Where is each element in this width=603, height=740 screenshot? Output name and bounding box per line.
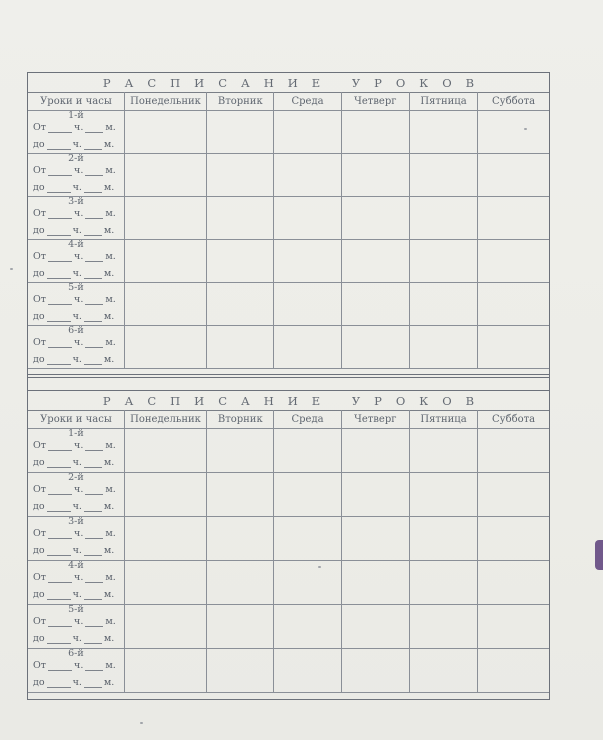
lesson-time-cell: [28, 517, 124, 561]
hours-blank[interactable]: [48, 529, 72, 539]
hours-blank[interactable]: [48, 661, 72, 671]
subject-cell[interactable]: [124, 197, 206, 240]
subject-cell[interactable]: [341, 649, 409, 693]
minutes-abbr: м.: [103, 225, 115, 236]
subject-cell[interactable]: [207, 605, 274, 649]
subject-cell[interactable]: [341, 197, 409, 240]
time-from-line: [33, 336, 120, 348]
hours-abbr: ч.: [72, 354, 82, 365]
day-header-saturday: Суббота: [478, 411, 549, 429]
hours-blank[interactable]: [48, 617, 72, 627]
minutes-blank[interactable]: [84, 355, 102, 365]
subject-cell[interactable]: [274, 283, 341, 326]
time-from-line: [33, 439, 120, 451]
lesson-row: [28, 111, 549, 154]
from-label: От: [33, 484, 47, 495]
subject-cell[interactable]: [409, 429, 477, 473]
minutes-abbr: м.: [103, 677, 115, 688]
subject-cell[interactable]: [124, 111, 206, 154]
paper-speck: [10, 268, 13, 270]
subject-cell[interactable]: [124, 561, 206, 605]
hours-blank[interactable]: [47, 458, 71, 468]
time-to-line: [33, 500, 120, 512]
subject-cell[interactable]: [207, 154, 274, 197]
hours-abbr: ч.: [72, 268, 82, 279]
hours-abbr: ч.: [74, 337, 84, 348]
to-label: до: [33, 182, 45, 193]
hours-abbr: ч.: [74, 616, 84, 627]
hours-blank[interactable]: [48, 485, 72, 495]
lesson-row: [28, 154, 549, 197]
day-header-monday: Понедельник: [124, 411, 206, 429]
time-from-line: [33, 483, 120, 495]
from-label: От: [33, 208, 47, 219]
subject-cell[interactable]: [124, 649, 206, 693]
minutes-blank[interactable]: [85, 252, 103, 262]
lesson-number: 5-й: [68, 604, 84, 615]
minutes-blank[interactable]: [84, 590, 102, 600]
time-to-line: [33, 267, 120, 279]
subject-cell[interactable]: [478, 154, 549, 197]
lessons-hours-header: Уроки и часы: [28, 411, 124, 429]
subject-cell[interactable]: [274, 197, 341, 240]
minutes-blank[interactable]: [85, 338, 103, 348]
hours-abbr: ч.: [72, 311, 82, 322]
time-to-line: [33, 588, 120, 600]
time-from-line: [33, 121, 120, 133]
time-to-line: [33, 676, 120, 688]
hours-abbr: ч.: [72, 139, 82, 150]
subject-cell[interactable]: [207, 473, 274, 517]
minutes-blank[interactable]: [85, 441, 103, 451]
minutes-abbr: м.: [103, 633, 115, 644]
hours-blank[interactable]: [48, 573, 72, 583]
subject-cell[interactable]: [409, 283, 477, 326]
minutes-blank[interactable]: [85, 166, 103, 176]
day-header-saturday: Суббота: [478, 93, 549, 111]
subject-cell[interactable]: [478, 111, 549, 154]
hours-abbr: ч.: [74, 528, 84, 539]
minutes-abbr: м.: [105, 440, 116, 451]
hours-blank[interactable]: [48, 295, 72, 305]
from-label: От: [33, 528, 47, 539]
lesson-number: 4-й: [68, 239, 84, 250]
lesson-number: 5-й: [68, 282, 84, 293]
minutes-blank[interactable]: [85, 485, 103, 495]
subject-cell[interactable]: [274, 429, 341, 473]
lesson-row: [28, 197, 549, 240]
lesson-number: 3-й: [68, 516, 84, 527]
minutes-abbr: м.: [103, 311, 115, 322]
subject-cell[interactable]: [341, 561, 409, 605]
hours-abbr: ч.: [74, 660, 84, 671]
minutes-abbr: м.: [105, 572, 116, 583]
lesson-row: [28, 326, 549, 369]
hours-blank[interactable]: [47, 546, 71, 556]
subject-cell[interactable]: [124, 240, 206, 283]
minutes-abbr: м.: [105, 337, 116, 348]
hours-abbr: ч.: [74, 484, 84, 495]
paper-speck: [524, 128, 527, 130]
minutes-blank[interactable]: [85, 573, 103, 583]
hours-blank[interactable]: [48, 209, 72, 219]
hours-blank[interactable]: [48, 252, 72, 262]
subject-cell[interactable]: [409, 197, 477, 240]
subject-cell[interactable]: [274, 111, 341, 154]
day-header-friday: Пятница: [409, 93, 477, 111]
lesson-time-cell: [28, 473, 124, 517]
subject-cell[interactable]: [409, 240, 477, 283]
to-label: до: [33, 457, 45, 468]
hours-blank[interactable]: [48, 123, 72, 133]
subject-cell[interactable]: [124, 283, 206, 326]
subject-cell[interactable]: [274, 326, 341, 369]
hours-abbr: ч.: [74, 251, 84, 262]
hours-blank[interactable]: [47, 634, 71, 644]
minutes-abbr: м.: [105, 208, 116, 219]
time-to-line: [33, 353, 120, 365]
subject-cell[interactable]: [409, 649, 477, 693]
day-header-wednesday: Среда: [274, 93, 341, 111]
lesson-rows: [28, 429, 549, 693]
subject-cell[interactable]: [207, 283, 274, 326]
lesson-number: 4-й: [68, 560, 84, 571]
minutes-abbr: м.: [105, 165, 116, 176]
hours-blank[interactable]: [47, 226, 71, 236]
header-row: [28, 411, 549, 429]
hours-abbr: ч.: [72, 501, 82, 512]
minutes-abbr: м.: [103, 182, 115, 193]
from-label: От: [33, 572, 47, 583]
lesson-row: [28, 561, 549, 605]
subject-cell[interactable]: [409, 605, 477, 649]
subject-cell[interactable]: [478, 473, 549, 517]
subject-cell[interactable]: [341, 473, 409, 517]
time-from-line: [33, 571, 120, 583]
minutes-abbr: м.: [103, 545, 115, 556]
to-label: до: [33, 545, 45, 556]
time-to-line: [33, 310, 120, 322]
from-label: От: [33, 337, 47, 348]
time-from-line: [33, 615, 120, 627]
subject-cell[interactable]: [341, 240, 409, 283]
lesson-row: [28, 283, 549, 326]
minutes-blank[interactable]: [84, 678, 102, 688]
hours-blank[interactable]: [47, 355, 71, 365]
day-header-friday: Пятница: [409, 411, 477, 429]
subject-cell[interactable]: [274, 649, 341, 693]
lesson-time-cell: [28, 111, 124, 154]
schedule-title: РАСПИСАНИЕ УРОКОВ: [28, 390, 549, 410]
hours-blank[interactable]: [47, 269, 71, 279]
lesson-time-cell: [28, 649, 124, 693]
lesson-number: 6-й: [68, 648, 84, 659]
minutes-blank[interactable]: [84, 183, 102, 193]
time-from-line: [33, 250, 120, 262]
hours-abbr: ч.: [72, 182, 82, 193]
from-label: От: [33, 251, 47, 262]
hours-abbr: ч.: [74, 122, 84, 133]
subject-cell[interactable]: [274, 473, 341, 517]
time-from-line: [33, 293, 120, 305]
hours-blank[interactable]: [47, 590, 71, 600]
day-header-wednesday: Среда: [274, 411, 341, 429]
to-label: до: [33, 589, 45, 600]
lesson-row: [28, 605, 549, 649]
from-label: От: [33, 440, 47, 451]
hours-abbr: ч.: [72, 225, 82, 236]
from-label: От: [33, 616, 47, 627]
paper-speck: [318, 566, 321, 568]
time-from-line: [33, 164, 120, 176]
subject-cell[interactable]: [409, 517, 477, 561]
lesson-time-cell: [28, 429, 124, 473]
day-header-thursday: Четверг: [341, 411, 409, 429]
to-label: до: [33, 501, 45, 512]
time-to-line: [33, 138, 120, 150]
minutes-blank[interactable]: [84, 634, 102, 644]
lesson-row: [28, 517, 549, 561]
hours-blank[interactable]: [47, 678, 71, 688]
from-label: От: [33, 122, 47, 133]
subject-cell[interactable]: [409, 561, 477, 605]
subject-cell[interactable]: [124, 605, 206, 649]
minutes-blank[interactable]: [84, 546, 102, 556]
hours-abbr: ч.: [74, 165, 84, 176]
subject-cell[interactable]: [124, 473, 206, 517]
lesson-time-cell: [28, 283, 124, 326]
lesson-number: 1-й: [68, 110, 84, 121]
ink-stain: [595, 540, 603, 570]
subject-cell[interactable]: [478, 517, 549, 561]
subject-cell[interactable]: [207, 111, 274, 154]
minutes-blank[interactable]: [85, 529, 103, 539]
subject-cell[interactable]: [207, 197, 274, 240]
subject-cell[interactable]: [124, 517, 206, 561]
to-label: до: [33, 311, 45, 322]
minutes-abbr: м.: [105, 528, 116, 539]
subject-cell[interactable]: [274, 605, 341, 649]
paper-speck: [140, 722, 143, 724]
schedule-table: [28, 410, 549, 693]
minutes-abbr: м.: [105, 251, 116, 262]
hours-abbr: ч.: [74, 572, 84, 583]
hours-abbr: ч.: [72, 457, 82, 468]
day-header-monday: Понедельник: [124, 93, 206, 111]
minutes-blank[interactable]: [85, 617, 103, 627]
subject-cell[interactable]: [341, 517, 409, 561]
lesson-time-cell: [28, 326, 124, 369]
lesson-rows: [28, 111, 549, 369]
minutes-blank[interactable]: [84, 458, 102, 468]
to-label: до: [33, 139, 45, 150]
subject-cell[interactable]: [274, 154, 341, 197]
lesson-time-cell: [28, 154, 124, 197]
to-label: до: [33, 354, 45, 365]
subject-cell[interactable]: [341, 154, 409, 197]
hours-blank[interactable]: [48, 441, 72, 451]
to-label: до: [33, 268, 45, 279]
minutes-abbr: м.: [103, 268, 115, 279]
hours-abbr: ч.: [74, 440, 84, 451]
hours-blank[interactable]: [48, 166, 72, 176]
lesson-number: 2-й: [68, 153, 84, 164]
minutes-blank[interactable]: [85, 295, 103, 305]
subject-cell[interactable]: [478, 561, 549, 605]
hours-abbr: ч.: [74, 294, 84, 305]
to-label: до: [33, 225, 45, 236]
minutes-blank[interactable]: [84, 226, 102, 236]
from-label: От: [33, 294, 47, 305]
minutes-abbr: м.: [105, 660, 116, 671]
schedule-table: [28, 92, 549, 369]
lesson-number: 6-й: [68, 325, 84, 336]
subject-cell[interactable]: [341, 283, 409, 326]
time-to-line: [33, 632, 120, 644]
lesson-row: [28, 473, 549, 517]
lesson-row: [28, 240, 549, 283]
time-from-line: [33, 207, 120, 219]
minutes-blank[interactable]: [85, 123, 103, 133]
hours-abbr: ч.: [72, 633, 82, 644]
subject-cell[interactable]: [274, 561, 341, 605]
minutes-blank[interactable]: [84, 140, 102, 150]
minutes-abbr: м.: [103, 139, 115, 150]
from-label: От: [33, 165, 47, 176]
subject-cell[interactable]: [207, 429, 274, 473]
subject-cell[interactable]: [478, 326, 549, 369]
subject-cell[interactable]: [478, 605, 549, 649]
subject-cell[interactable]: [409, 326, 477, 369]
header-row: [28, 93, 549, 111]
hours-abbr: ч.: [72, 545, 82, 556]
subject-cell[interactable]: [341, 605, 409, 649]
lesson-time-cell: [28, 197, 124, 240]
schedule-title: РАСПИСАНИЕ УРОКОВ: [28, 72, 549, 92]
time-to-line: [33, 544, 120, 556]
minutes-abbr: м.: [103, 354, 115, 365]
subject-cell[interactable]: [409, 154, 477, 197]
lesson-number: 2-й: [68, 472, 84, 483]
hours-abbr: ч.: [74, 208, 84, 219]
lesson-number: 1-й: [68, 428, 84, 439]
subject-cell[interactable]: [478, 283, 549, 326]
minutes-blank[interactable]: [84, 312, 102, 322]
minutes-blank[interactable]: [84, 269, 102, 279]
time-to-line: [33, 224, 120, 236]
lessons-hours-header: Уроки и часы: [28, 93, 124, 111]
subject-cell[interactable]: [207, 240, 274, 283]
time-from-line: [33, 527, 120, 539]
minutes-blank[interactable]: [85, 661, 103, 671]
subject-cell[interactable]: [341, 429, 409, 473]
time-to-line: [33, 181, 120, 193]
lesson-row: [28, 429, 549, 473]
subject-cell[interactable]: [341, 326, 409, 369]
subject-cell[interactable]: [409, 111, 477, 154]
subject-cell[interactable]: [478, 197, 549, 240]
subject-cell[interactable]: [207, 649, 274, 693]
hours-blank[interactable]: [47, 140, 71, 150]
minutes-abbr: м.: [105, 122, 116, 133]
lesson-number: 3-й: [68, 196, 84, 207]
subject-cell[interactable]: [274, 517, 341, 561]
hours-blank[interactable]: [47, 502, 71, 512]
schedule-block-1: [28, 72, 549, 369]
subject-cell[interactable]: [409, 473, 477, 517]
subject-cell[interactable]: [124, 154, 206, 197]
minutes-abbr: м.: [103, 457, 115, 468]
minutes-blank[interactable]: [84, 502, 102, 512]
subject-cell[interactable]: [478, 240, 549, 283]
schedule-block-2: [28, 390, 549, 693]
subject-cell[interactable]: [274, 240, 341, 283]
hours-abbr: ч.: [72, 589, 82, 600]
lesson-row: [28, 649, 549, 693]
lesson-time-cell: [28, 605, 124, 649]
lesson-time-cell: [28, 240, 124, 283]
day-header-tuesday: Вторник: [207, 411, 274, 429]
to-label: до: [33, 677, 45, 688]
day-header-thursday: Четверг: [341, 93, 409, 111]
hours-abbr: ч.: [72, 677, 82, 688]
day-header-tuesday: Вторник: [207, 93, 274, 111]
minutes-abbr: м.: [103, 589, 115, 600]
time-to-line: [33, 456, 120, 468]
minutes-abbr: м.: [103, 501, 115, 512]
minutes-abbr: м.: [105, 294, 116, 305]
section-divider: [28, 374, 549, 378]
time-from-line: [33, 659, 120, 671]
subject-cell[interactable]: [207, 561, 274, 605]
hours-blank[interactable]: [48, 338, 72, 348]
subject-cell[interactable]: [478, 649, 549, 693]
to-label: до: [33, 633, 45, 644]
minutes-blank[interactable]: [85, 209, 103, 219]
lesson-time-cell: [28, 561, 124, 605]
hours-blank[interactable]: [47, 312, 71, 322]
from-label: От: [33, 660, 47, 671]
timetable-sheet: [27, 72, 550, 700]
subject-cell[interactable]: [124, 429, 206, 473]
subject-cell[interactable]: [341, 111, 409, 154]
minutes-abbr: м.: [105, 616, 116, 627]
minutes-abbr: м.: [105, 484, 116, 495]
hours-blank[interactable]: [47, 183, 71, 193]
subject-cell[interactable]: [124, 326, 206, 369]
subject-cell[interactable]: [478, 429, 549, 473]
subject-cell[interactable]: [207, 326, 274, 369]
subject-cell[interactable]: [207, 517, 274, 561]
